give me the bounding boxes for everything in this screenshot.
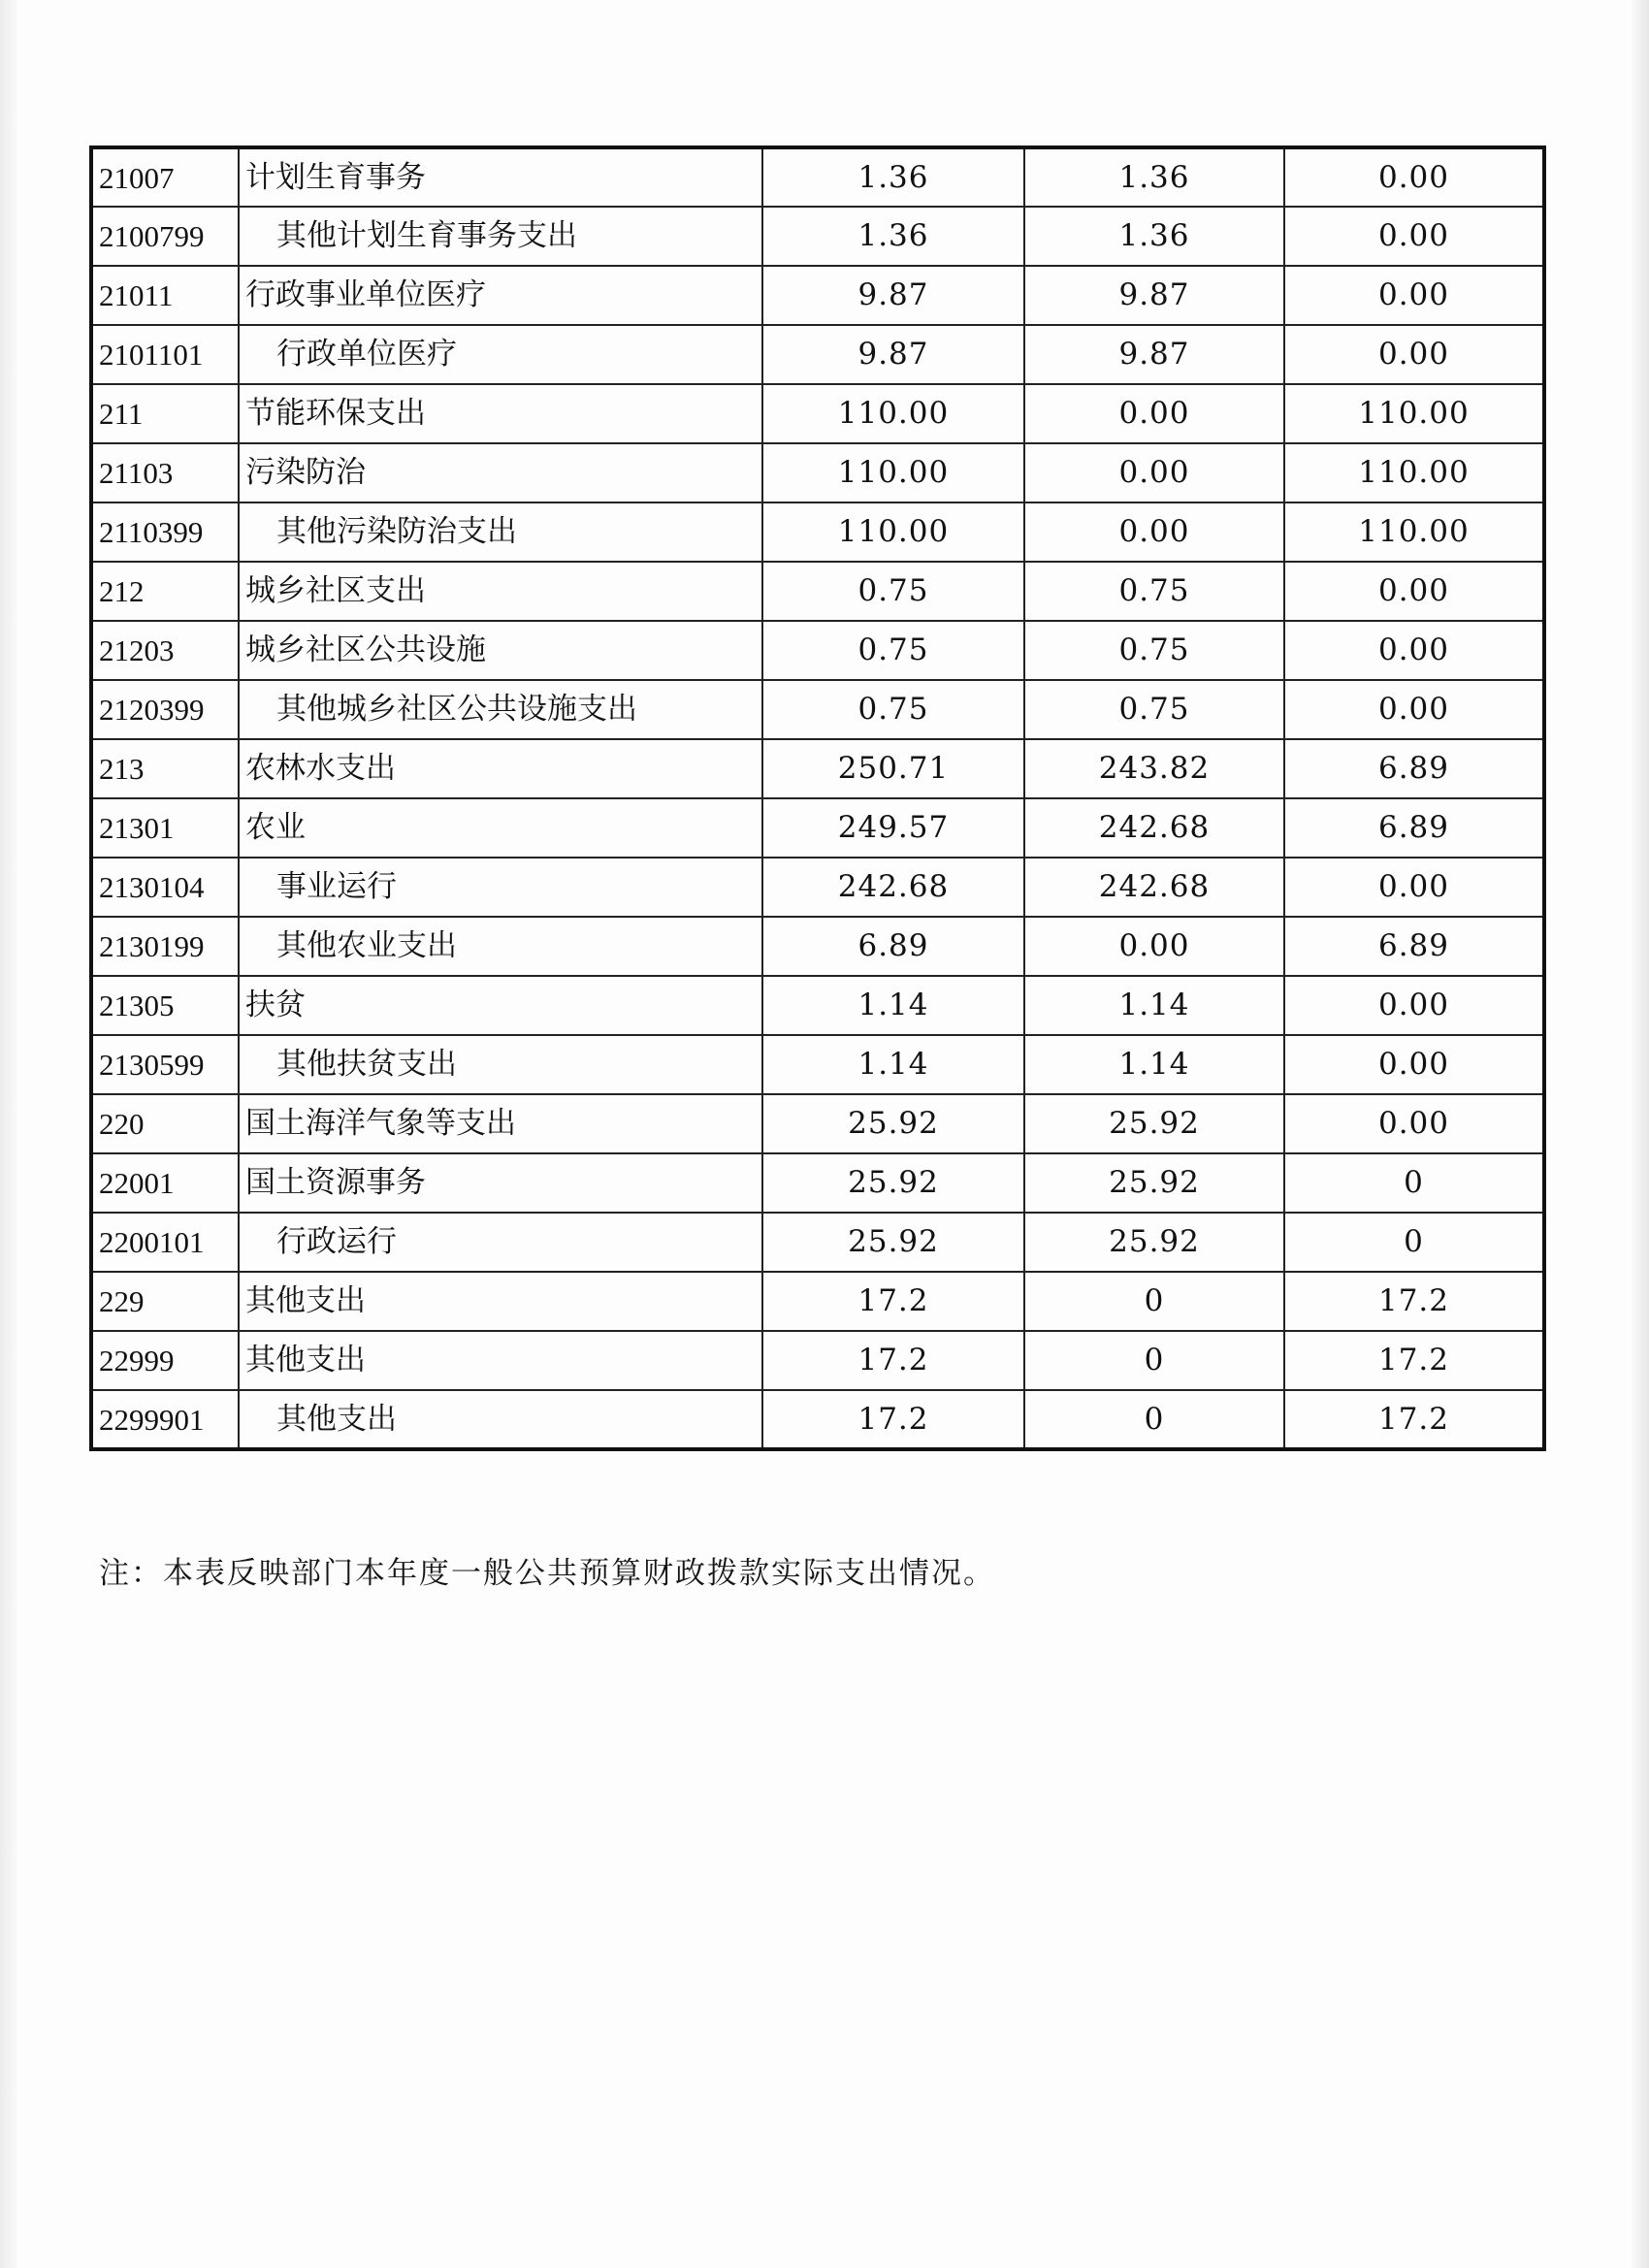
- subject-code-cell: 2100799: [91, 207, 239, 266]
- table-row: [91, 1213, 1544, 1272]
- total-amount-cell: 6.89: [762, 917, 1024, 976]
- basic-expenditure-cell: 242.68: [1024, 858, 1284, 917]
- total-amount-cell: 0.75: [762, 562, 1024, 621]
- basic-expenditure-cell: 0: [1024, 1331, 1284, 1390]
- total-amount-cell: 9.87: [762, 266, 1024, 325]
- total-amount-cell: 1.36: [762, 147, 1024, 207]
- project-expenditure-cell: 110.00: [1284, 384, 1544, 443]
- total-amount-cell: 25.92: [762, 1213, 1024, 1272]
- table-row: [91, 1272, 1544, 1331]
- subject-code-cell: 21011: [91, 266, 239, 325]
- basic-expenditure-cell: 0: [1024, 1390, 1284, 1449]
- subject-code-cell: 2299901: [91, 1390, 239, 1449]
- total-amount-cell: 110.00: [762, 502, 1024, 562]
- subject-code-cell: 21301: [91, 798, 239, 858]
- project-expenditure-cell: 0: [1284, 1153, 1544, 1213]
- table-row: [91, 621, 1544, 680]
- subject-name-cell: 其他计划生育事务支出: [239, 207, 762, 266]
- project-expenditure-cell: 110.00: [1284, 502, 1544, 562]
- subject-code-cell: 2130199: [91, 917, 239, 976]
- subject-name-cell: 其他城乡社区公共设施支出: [239, 680, 762, 739]
- subject-name-cell: 其他污染防治支出: [239, 502, 762, 562]
- subject-name-cell: 事业运行: [239, 858, 762, 917]
- table-row: [91, 917, 1544, 976]
- basic-expenditure-cell: 243.82: [1024, 739, 1284, 798]
- subject-name-cell: 其他支出: [239, 1390, 762, 1449]
- basic-expenditure-cell: 0: [1024, 1272, 1284, 1331]
- basic-expenditure-cell: 25.92: [1024, 1213, 1284, 1272]
- subject-name-cell: 其他支出: [239, 1331, 762, 1390]
- total-amount-cell: 1.14: [762, 976, 1024, 1035]
- table-row: [91, 976, 1544, 1035]
- subject-code-cell: 213: [91, 739, 239, 798]
- project-expenditure-cell: 0.00: [1284, 1094, 1544, 1153]
- subject-code-cell: 21203: [91, 621, 239, 680]
- basic-expenditure-cell: 9.87: [1024, 325, 1284, 384]
- subject-name-cell: 城乡社区公共设施: [239, 621, 762, 680]
- table-row: [91, 384, 1544, 443]
- subject-name-cell: 行政事业单位医疗: [239, 266, 762, 325]
- project-expenditure-cell: 17.2: [1284, 1390, 1544, 1449]
- basic-expenditure-cell: 0.00: [1024, 917, 1284, 976]
- total-amount-cell: 17.2: [762, 1331, 1024, 1390]
- basic-expenditure-cell: 25.92: [1024, 1094, 1284, 1153]
- table-footnote: 注：本表反映部门本年度一般公共预算财政拨款实际支出情况。: [99, 1556, 995, 1591]
- basic-expenditure-cell: 0.00: [1024, 443, 1284, 502]
- table-row: [91, 266, 1544, 325]
- project-expenditure-cell: 6.89: [1284, 739, 1544, 798]
- table-row: [91, 858, 1544, 917]
- total-amount-cell: 9.87: [762, 325, 1024, 384]
- subject-name-cell: 其他支出: [239, 1272, 762, 1331]
- subject-code-cell: 21305: [91, 976, 239, 1035]
- table-row: [91, 1035, 1544, 1094]
- table-row: [91, 739, 1544, 798]
- project-expenditure-cell: 0.00: [1284, 680, 1544, 739]
- table-row: [91, 1390, 1544, 1449]
- total-amount-cell: 110.00: [762, 443, 1024, 502]
- subject-code-cell: 212: [91, 562, 239, 621]
- expenditure-table: [89, 146, 1546, 1451]
- subject-code-cell: 2120399: [91, 680, 239, 739]
- table-row: [91, 325, 1544, 384]
- subject-code-cell: 2200101: [91, 1213, 239, 1272]
- subject-name-cell: 城乡社区支出: [239, 562, 762, 621]
- subject-name-cell: 农业: [239, 798, 762, 858]
- basic-expenditure-cell: 1.36: [1024, 207, 1284, 266]
- expenditure-table-body: [91, 147, 1544, 1449]
- table-row: [91, 207, 1544, 266]
- basic-expenditure-cell: 0.75: [1024, 562, 1284, 621]
- basic-expenditure-cell: 9.87: [1024, 266, 1284, 325]
- subject-code-cell: 220: [91, 1094, 239, 1153]
- subject-code-cell: 22001: [91, 1153, 239, 1213]
- subject-name-cell: 农林水支出: [239, 739, 762, 798]
- project-expenditure-cell: 17.2: [1284, 1272, 1544, 1331]
- subject-name-cell: 行政运行: [239, 1213, 762, 1272]
- project-expenditure-cell: 0.00: [1284, 562, 1544, 621]
- subject-name-cell: 国土海洋气象等支出: [239, 1094, 762, 1153]
- total-amount-cell: 25.92: [762, 1094, 1024, 1153]
- subject-name-cell: 节能环保支出: [239, 384, 762, 443]
- basic-expenditure-cell: 1.14: [1024, 1035, 1284, 1094]
- basic-expenditure-cell: 25.92: [1024, 1153, 1284, 1213]
- total-amount-cell: 17.2: [762, 1390, 1024, 1449]
- table-row: [91, 147, 1544, 207]
- total-amount-cell: 1.14: [762, 1035, 1024, 1094]
- project-expenditure-cell: 0.00: [1284, 207, 1544, 266]
- total-amount-cell: 249.57: [762, 798, 1024, 858]
- basic-expenditure-cell: 0.75: [1024, 621, 1284, 680]
- project-expenditure-cell: 0.00: [1284, 621, 1544, 680]
- subject-code-cell: 2110399: [91, 502, 239, 562]
- basic-expenditure-cell: 1.36: [1024, 147, 1284, 207]
- project-expenditure-cell: 0: [1284, 1213, 1544, 1272]
- subject-code-cell: 229: [91, 1272, 239, 1331]
- total-amount-cell: 1.36: [762, 207, 1024, 266]
- subject-name-cell: 计划生育事务: [239, 147, 762, 207]
- table-row: [91, 680, 1544, 739]
- table-row: [91, 1094, 1544, 1153]
- total-amount-cell: 25.92: [762, 1153, 1024, 1213]
- total-amount-cell: 0.75: [762, 621, 1024, 680]
- subject-code-cell: 2130104: [91, 858, 239, 917]
- subject-name-cell: 国土资源事务: [239, 1153, 762, 1213]
- scan-right-edge: [1632, 0, 1649, 2268]
- expenditure-table-container: [89, 146, 1542, 1451]
- project-expenditure-cell: 6.89: [1284, 917, 1544, 976]
- project-expenditure-cell: 0.00: [1284, 858, 1544, 917]
- project-expenditure-cell: 0.00: [1284, 266, 1544, 325]
- table-row: [91, 502, 1544, 562]
- total-amount-cell: 0.75: [762, 680, 1024, 739]
- subject-name-cell: 其他扶贫支出: [239, 1035, 762, 1094]
- basic-expenditure-cell: 242.68: [1024, 798, 1284, 858]
- subject-code-cell: 211: [91, 384, 239, 443]
- project-expenditure-cell: 0.00: [1284, 147, 1544, 207]
- project-expenditure-cell: 17.2: [1284, 1331, 1544, 1390]
- subject-name-cell: 行政单位医疗: [239, 325, 762, 384]
- basic-expenditure-cell: 0.75: [1024, 680, 1284, 739]
- total-amount-cell: 250.71: [762, 739, 1024, 798]
- total-amount-cell: 242.68: [762, 858, 1024, 917]
- basic-expenditure-cell: 0.00: [1024, 384, 1284, 443]
- project-expenditure-cell: 6.89: [1284, 798, 1544, 858]
- subject-code-cell: 2101101: [91, 325, 239, 384]
- table-row: [91, 1331, 1544, 1390]
- basic-expenditure-cell: 1.14: [1024, 976, 1284, 1035]
- table-row: [91, 562, 1544, 621]
- project-expenditure-cell: 0.00: [1284, 325, 1544, 384]
- project-expenditure-cell: 110.00: [1284, 443, 1544, 502]
- subject-name-cell: 污染防治: [239, 443, 762, 502]
- subject-code-cell: 21007: [91, 147, 239, 207]
- subject-code-cell: 22999: [91, 1331, 239, 1390]
- table-row: [91, 1153, 1544, 1213]
- table-row: [91, 443, 1544, 502]
- subject-code-cell: 21103: [91, 443, 239, 502]
- table-row: [91, 798, 1544, 858]
- project-expenditure-cell: 0.00: [1284, 976, 1544, 1035]
- basic-expenditure-cell: 0.00: [1024, 502, 1284, 562]
- subject-name-cell: 其他农业支出: [239, 917, 762, 976]
- total-amount-cell: 110.00: [762, 384, 1024, 443]
- subject-name-cell: 扶贫: [239, 976, 762, 1035]
- project-expenditure-cell: 0.00: [1284, 1035, 1544, 1094]
- scan-left-edge: [0, 0, 17, 2268]
- subject-code-cell: 2130599: [91, 1035, 239, 1094]
- total-amount-cell: 17.2: [762, 1272, 1024, 1331]
